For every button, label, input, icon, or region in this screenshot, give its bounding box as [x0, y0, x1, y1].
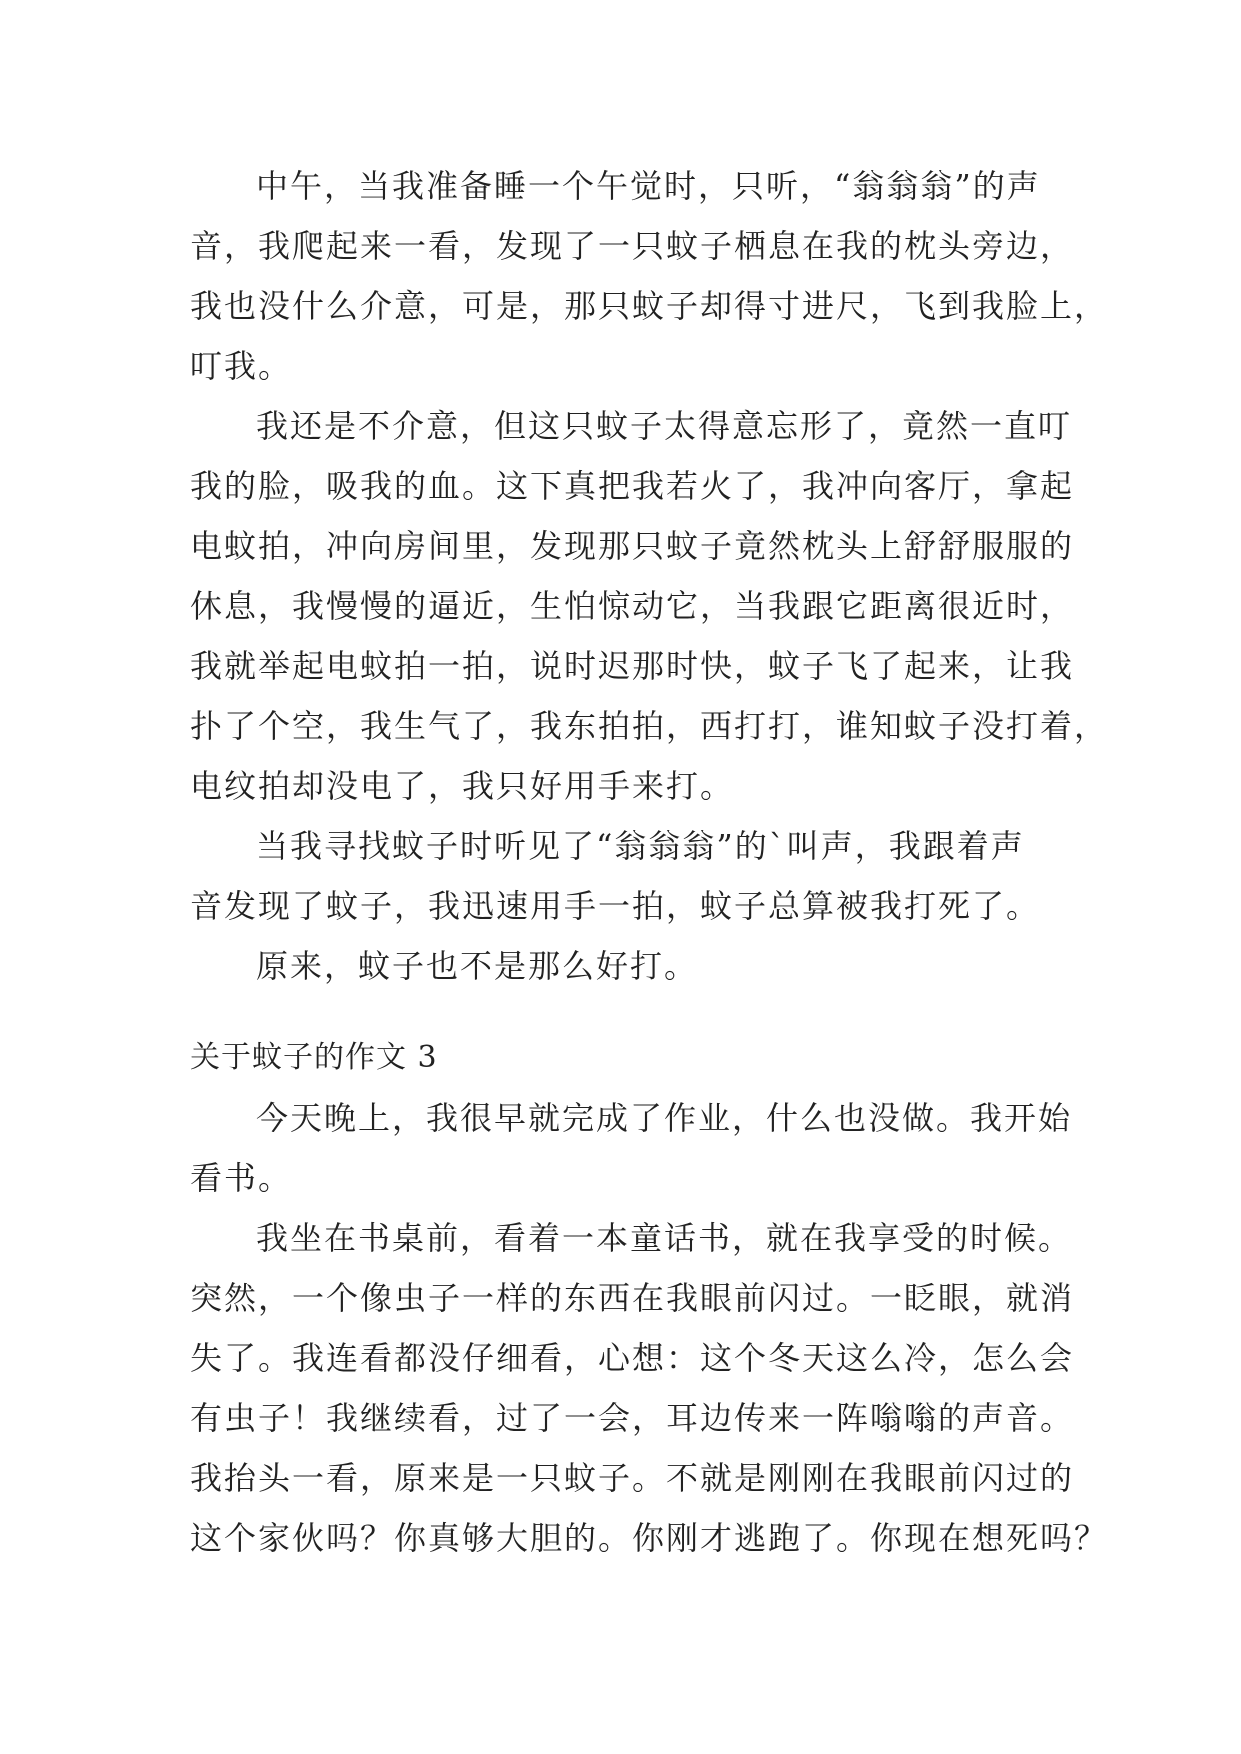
text-line: 看书。: [190, 1159, 293, 1197]
text-line: 扑了个空，我生气了，我东拍拍，西打打，谁知蚊子没打着，: [190, 707, 1109, 745]
text-line: 叮我。: [190, 347, 293, 385]
text-line: 电蚊拍，冲向房间里，发现那只蚊子竟然枕头上舒舒服服的: [190, 527, 1075, 565]
paragraph: [190, 816, 1070, 936]
text-line: 失了。我连看都没仔细看，心想：这个冬天这么冷，怎么会: [190, 1339, 1075, 1377]
paragraph: [190, 1208, 1109, 1568]
essay-3-heading: 关于蚊子的作文 3: [190, 1040, 438, 1075]
paragraph: [190, 936, 1070, 996]
text-line: 有虫子！我继续看，过了一会，耳边传来一阵嗡嗡的声音。: [190, 1399, 1075, 1437]
paragraph: [190, 396, 1109, 816]
text-line: 这个家伙吗？你真够大胆的。你刚才逃跑了。你现在想死吗？: [190, 1519, 1109, 1557]
text-line: 中午，当我准备睡一个午觉时，只听，“翁翁翁”的声: [256, 167, 1041, 205]
essay-2-continuation: [190, 156, 1109, 996]
paragraph: [190, 156, 1109, 396]
text-line: 电纹拍却没电了，我只好用手来打。: [190, 767, 735, 805]
text-line: 原来，蚊子也不是那么好打。: [256, 947, 699, 985]
essay-3-body: [190, 1088, 1109, 1568]
text-line: 我坐在书桌前，看着一本童话书，就在我享受的时候。: [256, 1219, 1073, 1257]
text-line: 休息，我慢慢的逼近，生怕惊动它，当我跟它距离很近时，: [190, 587, 1075, 625]
text-line: 音，我爬起来一看，发现了一只蚊子栖息在我的枕头旁边，: [190, 227, 1075, 265]
text-line: 我就举起电蚊拍一拍，说时迟那时快，蚊子飞了起来，让我: [190, 647, 1075, 685]
text-line: 突然，一个像虫子一样的东西在我眼前闪过。一眨眼，就消: [190, 1279, 1075, 1317]
text-line: 音发现了蚊子，我迅速用手一拍，蚊子总算被我打死了。: [190, 887, 1041, 925]
paragraph: [190, 1088, 1073, 1208]
text-line: 我抬头一看，原来是一只蚊子。不就是刚刚在我眼前闪过的: [190, 1459, 1075, 1497]
text-line: 我的脸，吸我的血。这下真把我若火了，我冲向客厅，拿起: [190, 467, 1075, 505]
text-line: 当我寻找蚊子时听见了“翁翁翁”的`叫声，我跟着声: [256, 827, 1025, 865]
text-line: 今天晚上，我很早就完成了作业，什么也没做。我开始: [256, 1099, 1073, 1137]
text-line: 我还是不介意，但这只蚊子太得意忘形了，竟然一直叮: [256, 407, 1073, 445]
text-line: 我也没什么介意，可是，那只蚊子却得寸进尺，飞到我脸上，: [190, 287, 1109, 325]
